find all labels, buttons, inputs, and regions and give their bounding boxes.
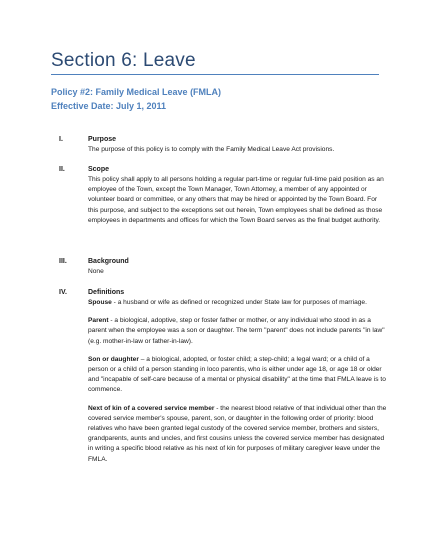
section-scope — [88, 165, 388, 226]
section-number-background: III. — [59, 258, 67, 265]
section-number-purpose: I. — [59, 136, 63, 143]
section-heading-background: Background — [88, 258, 129, 265]
page-title: Section 6: Leave — [51, 50, 196, 71]
section-text-purpose: The purpose of this policy is to comply with the Family Medical Leave Act provisions. — [88, 146, 335, 153]
section-heading-definitions: Definitions — [88, 289, 125, 296]
section-background — [88, 257, 388, 277]
definition-spouse — [88, 298, 388, 308]
policy-heading: Policy #2: Family Medical Leave (FMLA) — [51, 87, 222, 97]
definition-next-of-kin-text: - the nearest blood relative of that individual other than the covered service member's spouse, parent, son, or daughter in the following order of priority: blood relatives who have been granted legal custody of the covered service member, brothers and sisters, grandparents, aunts and uncles, and first cousins unless the covered service member has designated in writing a specific blood relative as his next of kin for purposes of military caregiver leave under the FMLA. — [88, 404, 387, 463]
section-heading-scope: Scope — [88, 166, 110, 173]
term-spouse: Spouse — [88, 299, 112, 306]
section-number-scope: II. — [59, 166, 65, 173]
definition-parent — [88, 316, 388, 347]
definition-son-daughter-text: – a biological, adopted, or foster child; a step-child; a legal ward; or a child of a person or a child of a person standing in loco parentis, who is either under age 18, or age 18 or older and "incapable of self-care because of a mental or physical disability" at the time that FMLA leave is to commence. — [88, 355, 386, 394]
term-parent: Parent — [88, 317, 109, 325]
definition-next-of-kin — [88, 404, 388, 465]
section-text-scope: This policy shall apply to all persons holding a regular part-time or regular full-time paid position as an employee of the Town, except the Town Manager, Town Attorney, a member of any appointed or volunteer board or committee, or any others that may be hired or appointed by the Town Board. For this purpose, and subject to the exceptions set out herein, Town employees shall be defined as those employees in departments and offices for which the Town Board serves as the final budget authority. — [88, 176, 384, 224]
section-definitions — [88, 288, 388, 465]
definition-son-daughter — [88, 355, 388, 396]
term-next-of-kin: Next of kin of a covered service member — [88, 404, 215, 412]
definition-parent-text: - a biological, adoptive, step or foster father or mother, or any individual who stood in as a parent when the employee was a son or daughter. The term "parent" does not include parents "in law" (e.g. mother-in-law or father-in-law). — [88, 317, 385, 345]
term-son-daughter: Son or daughter — [88, 355, 139, 363]
section-purpose — [88, 135, 388, 155]
definition-spouse-text: - a husband or wife as defined or recognized under State law for purposes of marriage. — [111, 299, 367, 306]
effective-date: Effective Date: July 1, 2011 — [51, 101, 167, 111]
section-text-background: None — [88, 268, 104, 275]
title-divider — [51, 74, 379, 75]
section-number-definitions: IV. — [59, 289, 67, 296]
section-heading-purpose: Purpose — [88, 136, 117, 143]
